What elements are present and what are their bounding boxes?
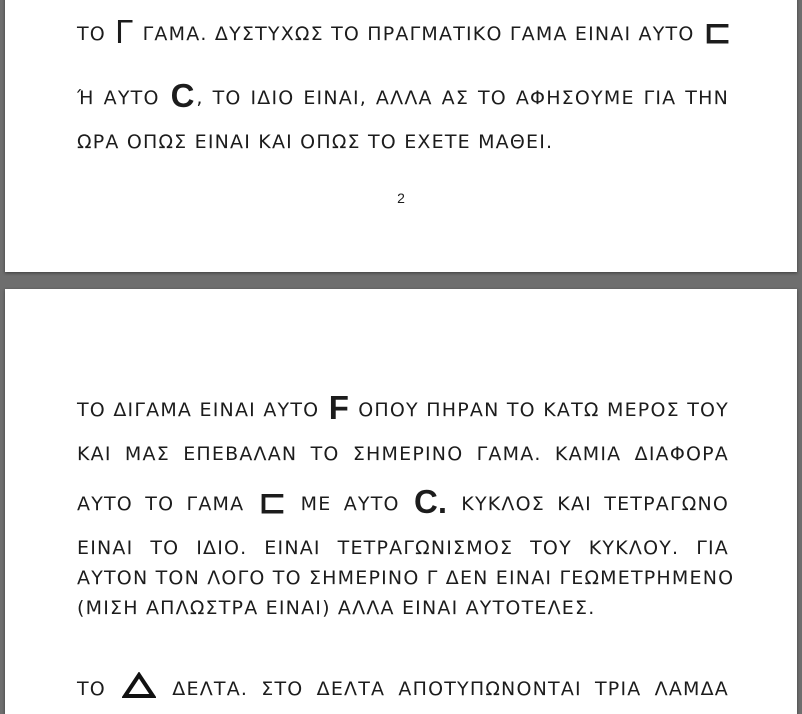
text-line: ΑΥΤΟΝ ΤΟΝ ΛΟΓΟ ΤΟ ΣΗΜΕΡΙΝΟ Γ ΔΕΝ ΕΙΝΑΙ ΓΕΩΜΕΤΡΗΜΕΝΟ — [77, 567, 735, 589]
page-number: 2 — [397, 190, 405, 206]
square-gamma-glyph: ⊏ — [258, 483, 287, 520]
gamma-glyph: Γ — [115, 13, 134, 50]
digamma-glyph: F — [328, 389, 349, 426]
text-line: ΚΑΙ ΜΑΣ ΕΠΕΒΑΛΑΝ ΤΟ ΣΗΜΕΡΙΝΟ ΓΑΜΑ. ΚΑΜΙΑ ΔΙΑΦΟΡΑ — [77, 443, 729, 465]
delta-triangle-icon — [122, 672, 156, 698]
text-line — [77, 13, 732, 50]
text-line — [77, 77, 729, 114]
text-segment: ΓΑΜΑ. ΔΥΣΤΥΧΩΣ ΤΟ ΠΡΑΓΜΑΤΙΚΟ ΓΑΜΑ ΕΙΝΑΙ ΑΥΤΟ — [135, 23, 702, 45]
text-line — [77, 483, 730, 520]
text-segment: ΜΕ ΑΥΤΟ — [288, 493, 412, 515]
text-line: ΕΙΝΑΙ ΤΟ ΙΔΙΟ. ΕΙΝΑΙ ΤΕΤΡΑΓΩΝΙΣΜΟΣ ΤΟΥ ΚΥΚΛΟΥ. ΓΙΑ — [77, 537, 729, 559]
text-line: ΩΡΑ ΟΠΩΣ ΕΙΝΑΙ ΚΑΙ ΟΠΩΣ ΤΟ ΕΧΕΤΕ ΜΑΘΕΙ. — [77, 131, 554, 153]
text-segment: ΔΕΛΤΑ. ΣΤΟ ΔΕΛΤΑ ΑΠΟΤΥΠΩΝΟΝΤΑΙ ΤΡΙΑ ΛΑΜΔΑ — [159, 678, 729, 700]
text-segment: ΤΟ ΔΙΓΑΜΑ ΕΙΝΑΙ ΑΥΤΟ — [77, 399, 327, 421]
document-page-2 — [5, 0, 797, 272]
text-line — [77, 389, 729, 426]
c-glyph: C. — [414, 483, 447, 520]
document-page-3 — [5, 289, 797, 714]
text-line — [77, 672, 729, 701]
text-segment: ΟΠΟΥ ΠΗΡΑΝ ΤΟ ΚΑΤΩ ΜΕΡΟΣ ΤΟΥ — [350, 399, 729, 421]
text-segment: ΤΟ — [77, 23, 114, 45]
square-gamma-glyph: ⊏ — [703, 13, 732, 50]
text-segment: , ΤΟ ΙΔΙΟ ΕΙΝΑΙ, ΑΛΛΑ ΑΣ ΤΟ ΑΦΗΣΟΥΜΕ ΓΙΑ ΤΗΝ — [196, 87, 729, 109]
text-segment: Ή ΑΥΤΟ — [77, 87, 169, 109]
text-segment: ΚΥΚΛΟΣ ΚΑΙ ΤΕΤΡΑΓΩΝΟ — [449, 493, 730, 515]
text-segment: ΤΟ — [77, 678, 120, 700]
c-glyph: C — [170, 77, 195, 114]
text-line: (ΜΙΣΗ ΑΠΛΩΣΤΡΑ ΕΙΝΑΙ) ΑΛΛΑ ΕΙΝΑΙ ΑΥΤΟΤΕΛΕΣ. — [77, 597, 596, 619]
text-segment: ΑΥΤΟ ΤΟ ΓΑΜΑ — [77, 493, 257, 515]
